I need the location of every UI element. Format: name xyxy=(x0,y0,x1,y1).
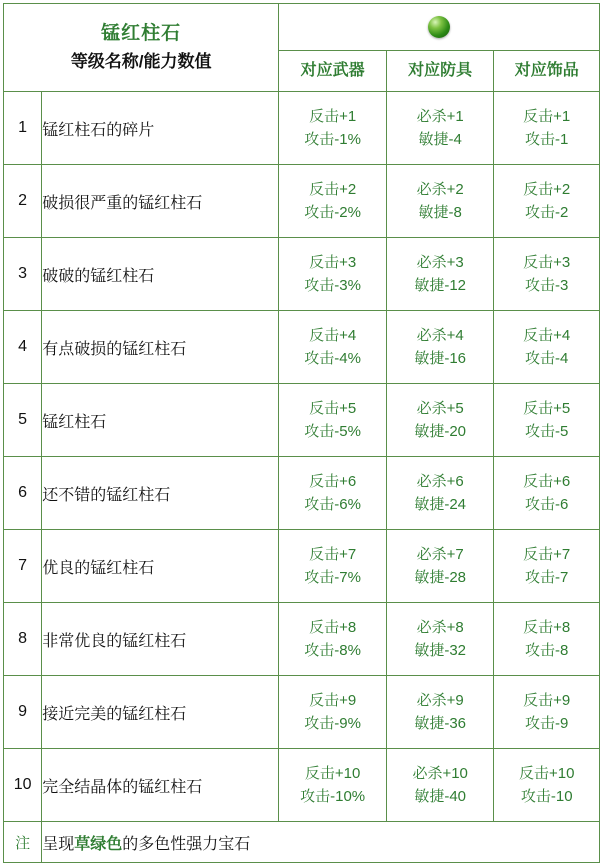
row-weapon-stats xyxy=(279,92,387,165)
table-row xyxy=(4,603,600,676)
stat-line-2: 敏捷-4 xyxy=(418,131,462,148)
stat-line-2: 攻击-8% xyxy=(304,642,361,659)
row-armor-stats xyxy=(386,457,494,530)
table-row xyxy=(4,749,600,822)
row-name: 还不错的锰红柱石 xyxy=(42,457,279,530)
row-accessory-stats xyxy=(494,457,600,530)
row-accessory-stats xyxy=(494,384,600,457)
stat-line-1: 反击+6 xyxy=(523,473,571,490)
row-level: 1 xyxy=(4,92,42,165)
row-armor-stats xyxy=(386,749,494,822)
gem-stats-table xyxy=(3,3,600,863)
row-weapon-stats xyxy=(279,749,387,822)
stat-line-2: 攻击-10% xyxy=(300,788,366,805)
row-level: 9 xyxy=(4,676,42,749)
stat-line-2: 攻击-10 xyxy=(520,788,573,805)
stat-line-2: 敏捷-28 xyxy=(414,569,467,586)
row-name: 锰红柱石的碎片 xyxy=(42,92,279,165)
table-header-row xyxy=(4,4,600,51)
stat-line-2: 敏捷-40 xyxy=(414,788,467,805)
column-header-weapon: 对应武器 xyxy=(279,51,387,92)
stat-line-1: 必杀+9 xyxy=(416,692,464,709)
stat-line-2: 攻击-9 xyxy=(525,715,569,732)
stat-line-1: 必杀+6 xyxy=(416,473,464,490)
stat-line-2: 攻击-7 xyxy=(525,569,569,586)
stat-line-2: 敏捷-16 xyxy=(414,350,467,367)
page-title: 锰红柱石 xyxy=(101,22,182,44)
row-armor-stats xyxy=(386,92,494,165)
row-weapon-stats xyxy=(279,311,387,384)
stat-line-1: 必杀+1 xyxy=(416,108,464,125)
page-subtitle: 等级名称/能力数值 xyxy=(70,51,212,71)
row-level: 2 xyxy=(4,165,42,238)
row-level: 7 xyxy=(4,530,42,603)
row-weapon-stats xyxy=(279,238,387,311)
stat-line-1: 反击+2 xyxy=(309,181,357,198)
row-accessory-stats xyxy=(494,238,600,311)
stat-line-2: 攻击-4 xyxy=(525,350,569,367)
column-header-accessory: 对应饰品 xyxy=(494,51,600,92)
stat-line-1: 反击+6 xyxy=(309,473,357,490)
row-name: 非常优良的锰红柱石 xyxy=(42,603,279,676)
stat-line-2: 攻击-9% xyxy=(304,715,361,732)
stat-line-2: 攻击-2 xyxy=(525,204,569,221)
stat-line-1: 反击+5 xyxy=(309,400,357,417)
row-armor-stats xyxy=(386,676,494,749)
gem-icon-cell xyxy=(279,4,600,51)
row-name: 优良的锰红柱石 xyxy=(42,530,279,603)
row-accessory-stats xyxy=(494,311,600,384)
stat-line-2: 敏捷-12 xyxy=(414,277,467,294)
green-gem-icon xyxy=(428,16,450,38)
row-armor-stats xyxy=(386,311,494,384)
stat-line-1: 反击+9 xyxy=(523,692,571,709)
table-row xyxy=(4,384,600,457)
stat-line-2: 敏捷-32 xyxy=(414,642,467,659)
row-armor-stats xyxy=(386,603,494,676)
row-accessory-stats xyxy=(494,530,600,603)
row-weapon-stats xyxy=(279,384,387,457)
stat-line-1: 反击+3 xyxy=(523,254,571,271)
row-name: 破破的锰红柱石 xyxy=(42,238,279,311)
row-name: 锰红柱石 xyxy=(42,384,279,457)
stat-line-1: 反击+3 xyxy=(309,254,357,271)
stat-line-1: 反击+10 xyxy=(518,765,575,782)
stat-line-1: 反击+2 xyxy=(523,181,571,198)
row-armor-stats xyxy=(386,165,494,238)
row-name: 破损很严重的锰红柱石 xyxy=(42,165,279,238)
stat-line-2: 攻击-3% xyxy=(304,277,361,294)
stat-line-2: 攻击-6% xyxy=(304,496,361,513)
table-row xyxy=(4,457,600,530)
note-text xyxy=(42,822,600,863)
stat-line-1: 反击+8 xyxy=(309,619,357,636)
table-row xyxy=(4,311,600,384)
stat-line-1: 必杀+5 xyxy=(416,400,464,417)
stat-line-2: 攻击-5% xyxy=(304,423,361,440)
row-accessory-stats xyxy=(494,603,600,676)
row-accessory-stats xyxy=(494,676,600,749)
row-weapon-stats xyxy=(279,165,387,238)
table-row xyxy=(4,165,600,238)
stat-line-2: 攻击-7% xyxy=(304,569,361,586)
stat-line-2: 敏捷-24 xyxy=(414,496,467,513)
row-level: 6 xyxy=(4,457,42,530)
stat-line-2: 攻击-1 xyxy=(525,131,569,148)
stat-line-1: 反击+9 xyxy=(309,692,357,709)
stat-line-2: 攻击-4% xyxy=(304,350,361,367)
row-name: 有点破损的锰红柱石 xyxy=(42,311,279,384)
stat-line-1: 反击+4 xyxy=(309,327,357,344)
stat-line-2: 攻击-1% xyxy=(304,131,361,148)
stat-line-2: 攻击-3 xyxy=(525,277,569,294)
note-text-before: 呈现 xyxy=(42,835,75,853)
row-accessory-stats xyxy=(494,749,600,822)
row-armor-stats xyxy=(386,384,494,457)
stat-line-2: 攻击-6 xyxy=(525,496,569,513)
stat-line-1: 必杀+8 xyxy=(416,619,464,636)
row-weapon-stats xyxy=(279,530,387,603)
row-name: 接近完美的锰红柱石 xyxy=(42,676,279,749)
stat-line-1: 反击+5 xyxy=(523,400,571,417)
table-row xyxy=(4,238,600,311)
stat-line-1: 反击+1 xyxy=(523,108,571,125)
note-label: 注 xyxy=(4,822,42,863)
stat-line-1: 必杀+4 xyxy=(416,327,464,344)
column-header-armor: 对应防具 xyxy=(386,51,494,92)
stat-line-2: 敏捷-20 xyxy=(414,423,467,440)
row-accessory-stats xyxy=(494,165,600,238)
row-weapon-stats xyxy=(279,457,387,530)
stat-line-2: 攻击-5 xyxy=(525,423,569,440)
row-armor-stats xyxy=(386,530,494,603)
stat-line-1: 必杀+7 xyxy=(416,546,464,563)
row-weapon-stats xyxy=(279,676,387,749)
table-row xyxy=(4,676,600,749)
row-weapon-stats xyxy=(279,603,387,676)
table-row xyxy=(4,92,600,165)
stat-line-1: 必杀+2 xyxy=(416,181,464,198)
stat-line-2: 敏捷-8 xyxy=(418,204,462,221)
table-row xyxy=(4,530,600,603)
stat-line-2: 敏捷-36 xyxy=(414,715,467,732)
stat-line-1: 反击+7 xyxy=(309,546,357,563)
stat-line-1: 反击+8 xyxy=(523,619,571,636)
stat-line-2: 攻击-2% xyxy=(304,204,361,221)
row-level: 8 xyxy=(4,603,42,676)
row-armor-stats xyxy=(386,238,494,311)
stat-line-1: 反击+10 xyxy=(304,765,361,782)
row-level: 5 xyxy=(4,384,42,457)
note-text-highlight: 草绿色 xyxy=(74,835,123,853)
footer-note-row xyxy=(4,822,600,863)
row-name: 完全结晶体的锰红柱石 xyxy=(42,749,279,822)
row-level: 10 xyxy=(4,749,42,822)
stat-line-1: 反击+7 xyxy=(523,546,571,563)
row-level: 3 xyxy=(4,238,42,311)
stat-line-1: 反击+1 xyxy=(309,108,357,125)
stat-line-1: 必杀+3 xyxy=(416,254,464,271)
title-cell xyxy=(4,4,279,92)
stat-line-1: 反击+4 xyxy=(523,327,571,344)
stat-line-2: 攻击-8 xyxy=(525,642,569,659)
note-text-after: 的多色性强力宝石 xyxy=(122,835,251,853)
row-level: 4 xyxy=(4,311,42,384)
row-accessory-stats xyxy=(494,92,600,165)
stat-line-1: 必杀+10 xyxy=(412,765,468,782)
